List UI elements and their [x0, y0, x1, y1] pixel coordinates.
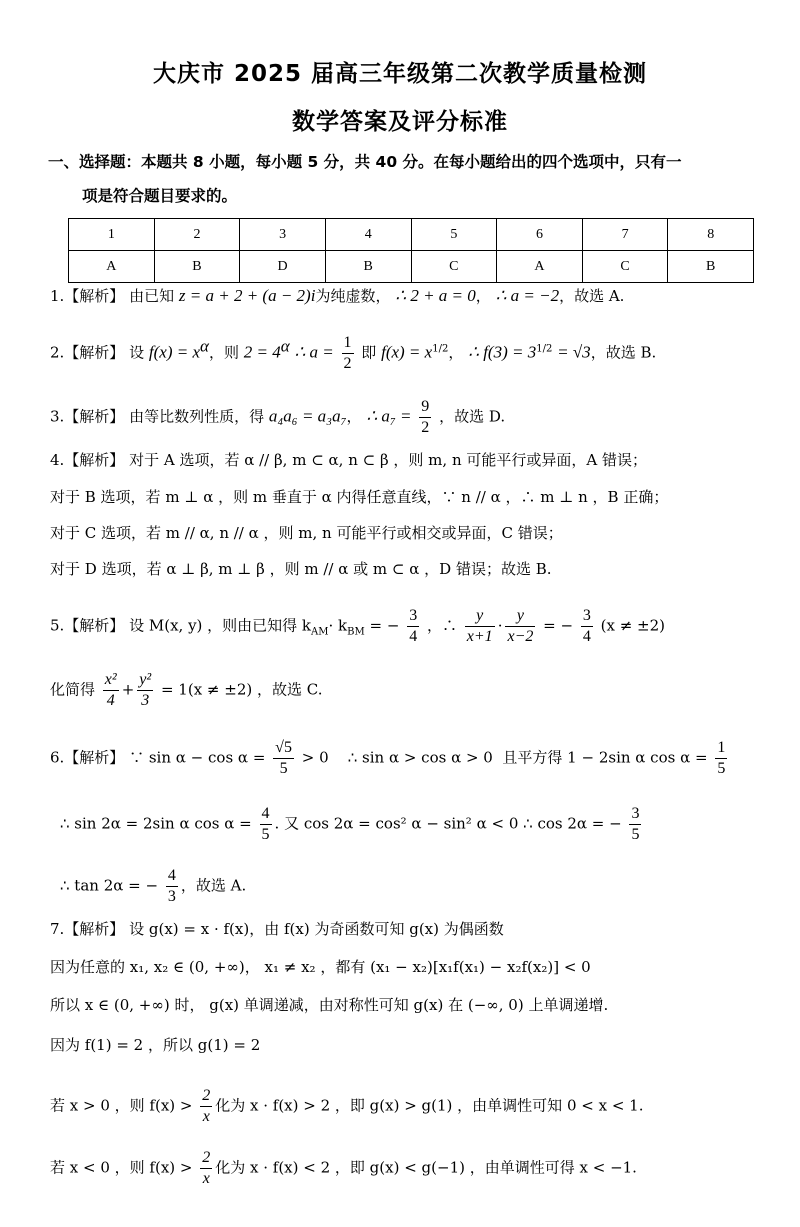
formula: 2 = 4 [243, 342, 281, 362]
fraction [200, 1086, 212, 1127]
q3-solution [50, 397, 505, 438]
text: 若 x < 0 ，则 f(x) > [50, 1158, 193, 1177]
denominator: x−2 [507, 628, 534, 645]
text: 由已知 [129, 287, 175, 305]
q7-label: 7.【解析】 [50, 920, 125, 938]
numerator: 3 [581, 606, 593, 627]
numerator: 4 [166, 866, 178, 887]
table-cell: A [497, 251, 583, 283]
q7-solution [50, 916, 504, 942]
q2-solution [50, 333, 656, 374]
numerator: √5 [273, 738, 294, 759]
numerator: 1 [342, 333, 354, 354]
formula: = √3 [557, 342, 591, 362]
table-cell: 2 [154, 219, 240, 251]
numerator: y² [137, 670, 153, 691]
text: ，故选 D. [439, 407, 506, 426]
text: 若 x > 0 ，则 f(x) > [50, 1096, 193, 1115]
fraction [629, 804, 641, 845]
fraction [273, 738, 294, 779]
subscript: BM [347, 626, 365, 638]
formula: ∴ f(3) = 3 [468, 342, 537, 362]
q6-line2 [60, 804, 644, 845]
text: ∴ tan 2α = − [60, 876, 159, 895]
text: 对于 A 选项，若 α // β, m ⊂ α, n ⊂ β ，则 m, n 可能平行或异面，A 错误； [129, 451, 647, 469]
denominator: 2 [545, 343, 553, 355]
fraction [260, 804, 272, 845]
numerator: y [465, 606, 495, 627]
table-cell: 5 [411, 219, 497, 251]
q7-line4: 因为 f(1) = 2 ，所以 g(1) = 2 [50, 1036, 261, 1054]
text: 化为 x · f(x) > 2 ，即 g(x) > g(1) ，由单调性可知 0 < x < 1. [215, 1096, 644, 1115]
q1-solution [50, 283, 624, 309]
table-cell: 3 [240, 219, 326, 251]
formula: a₄a₆ = a₃a₇ [268, 406, 347, 426]
fraction [137, 670, 153, 711]
table-cell: 4 [325, 219, 411, 251]
denominator: 4 [106, 692, 115, 709]
numerator: 1 [715, 738, 727, 759]
page-subtitle: 数学答案及评分标准 [292, 109, 508, 135]
text: (x ≠ ±2) [600, 616, 666, 635]
fraction [419, 397, 431, 438]
formula: ∴ a = [294, 342, 334, 362]
exponent-fraction: 1/2 [536, 343, 553, 355]
fraction [166, 866, 178, 907]
numerator: 2 [200, 1148, 212, 1169]
table-cell: B [325, 251, 411, 283]
fraction [407, 606, 419, 647]
q4-line3: 对于 C 选项，若 m // α, n // α ，则 m, n 可能平行或相交或异面，C 错误； [50, 524, 563, 542]
numerator: x² [103, 670, 119, 691]
formula: f(x) = x [381, 342, 433, 362]
denominator: 3 [141, 692, 150, 709]
denominator: 4 [409, 628, 418, 645]
numerator: 1 [536, 343, 543, 355]
q7-line3: 所以 x ∈ (0, +∞) 时， g(x) 单调递减，由对称性可知 g(x) 在 (−∞, 0) 上单调递增. [50, 996, 609, 1014]
text: ，∴ [426, 616, 457, 635]
denominator: x [202, 1108, 210, 1125]
section-heading-cont: 项是符合题目要求的。 [82, 187, 238, 205]
text: ∴ sin α > cos α > 0 [347, 748, 493, 767]
text: 为纯虚数， [315, 287, 391, 305]
text: 设 g(x) = x · f(x)，由 f(x) 为奇函数可知 g(x) 为偶函数 [129, 920, 504, 938]
text: ，故选 A. [180, 876, 247, 895]
text: = 1(x ≠ ±2) ，故选 C. [160, 680, 323, 699]
table-cell: C [582, 251, 668, 283]
q3-label: 3.【解析】 [50, 407, 125, 426]
q1-label: 1.【解析】 [50, 287, 125, 305]
numerator: 9 [419, 397, 431, 418]
text: = − [543, 616, 574, 635]
formula: z = a + 2 + (a − 2)i [178, 286, 316, 305]
denominator: 5 [261, 826, 270, 843]
q5-line2: 化简得 $\frac{\text{x²}}{4}$ + $\frac{\text{y²}}{3}$ = 1(x ≠ ±2) ，故选 C. [50, 671, 323, 709]
numerator: 4 [260, 804, 272, 825]
fraction [505, 606, 535, 647]
answer-table-numbers [69, 219, 754, 251]
q7-line2: 因为任意的 x₁, x₂ ∈ (0, +∞)， x₁ ≠ x₂ ，都有 (x₁ − x₂)[x₁f(x₁) − x₂f(x₂)] < 0 [50, 958, 591, 976]
table-cell: 1 [69, 219, 155, 251]
answer-table [68, 218, 754, 283]
fraction [465, 606, 495, 647]
q6-line3 [60, 866, 246, 907]
formula: ∴ 2 + a = 0 [395, 286, 476, 305]
text: ∵ sin α − cos α = [129, 748, 266, 767]
table-cell: 8 [668, 219, 754, 251]
formula: ∴ a₇ = [366, 406, 412, 426]
denominator: 4 [582, 628, 591, 645]
q6-label: 6.【解析】 [50, 748, 125, 767]
denominator: x [202, 1170, 210, 1187]
numerator: 3 [629, 804, 641, 825]
formula: α [280, 336, 290, 356]
text: = − [369, 616, 400, 635]
q6-solution [50, 738, 730, 779]
answer-table-answers [69, 251, 754, 283]
text: ， [346, 407, 362, 426]
formula: α [200, 336, 209, 356]
fraction [103, 670, 119, 711]
numerator: 3 [407, 606, 419, 627]
q4-line4: 对于 D 选项，若 α ⊥ β, m ⊥ β ，则 m // α 或 m ⊂ α ，D 错误；故选 B. [50, 560, 552, 578]
q7-line6 [50, 1148, 637, 1189]
denominator: 5 [631, 826, 640, 843]
denominator: 2 [421, 419, 430, 436]
formula: f(x) = x [148, 342, 200, 362]
text: 且平方得 1 − 2sin α cos α = [502, 748, 708, 767]
text: . 又 cos 2α = cos² α − sin² α < 0 ∴ cos 2α = − [274, 814, 622, 833]
q4-line2: 对于 B 选项，若 m ⊥ α ，则 m 垂直于 α 内得任意直线，∵ n // α ，∴ m ⊥ n ，B 正确； [50, 488, 669, 506]
denominator: 5 [717, 760, 726, 777]
table-cell: A [69, 251, 155, 283]
text: 由等比数列性质，得 [129, 407, 265, 426]
q2-label: 2.【解析】 [50, 343, 125, 362]
table-cell: 6 [497, 219, 583, 251]
formula: ∴ a = −2 [495, 286, 560, 305]
numerator: 1 [432, 343, 439, 355]
text: ， [448, 343, 464, 362]
text: · k [328, 616, 348, 635]
text: 化简得 [50, 680, 96, 699]
fraction [342, 333, 354, 374]
q4-solution [50, 447, 647, 473]
table-cell: C [411, 251, 497, 283]
text: ，则 [208, 343, 239, 362]
numerator: y [505, 606, 535, 627]
section-heading: 一、选择题：本题共 8 小题，每小题 5 分，共 40 分。在每小题给出的四个选项中，只有一 [48, 153, 682, 171]
fraction [581, 606, 593, 647]
denominator: 5 [279, 760, 288, 777]
table-cell: D [240, 251, 326, 283]
denominator: x+1 [466, 628, 493, 645]
q5-label: 5.【解析】 [50, 616, 125, 635]
q5-solution: 5.【解析】 设 M(x, y) ，则由已知得 $k_{AM}\cdot k_{BM}$ = − $\frac{3}{4}$ ，∴ $\frac{y}{x+1}$ · $\frac{y}{x-2}$ = − $\frac{3}{4}$ (x ≠ ±2) [50, 607, 666, 645]
page-title: 大庆市 2025 届高三年级第二次教学质量检测 [152, 61, 648, 87]
fraction [200, 1148, 212, 1189]
text: ， [475, 287, 491, 305]
table-cell: B [668, 251, 754, 283]
text: ，故选 A. [559, 287, 625, 305]
numerator: 2 [200, 1086, 212, 1107]
denominator: 3 [167, 888, 176, 905]
denominator: 2 [441, 343, 449, 355]
fraction [715, 738, 727, 779]
text: ∴ sin 2α = 2sin α cos α = [60, 814, 252, 833]
q7-line5 [50, 1086, 643, 1127]
denominator: 2 [343, 355, 352, 372]
table-cell: 7 [582, 219, 668, 251]
text: 化为 x · f(x) < 2 ，即 g(x) < g(−1) ，由单调性可得 x < −1. [215, 1158, 637, 1177]
table-cell: B [154, 251, 240, 283]
text: 即 [361, 343, 377, 362]
text: 设 [129, 343, 145, 362]
q4-label: 4.【解析】 [50, 451, 125, 469]
exponent-fraction: 1/2 [432, 343, 449, 355]
text: ，故选 B. [590, 343, 657, 362]
subscript: AM [311, 626, 329, 638]
text: 设 M(x, y) ，则由已知得 k [129, 616, 312, 635]
text: > 0 [301, 748, 329, 767]
